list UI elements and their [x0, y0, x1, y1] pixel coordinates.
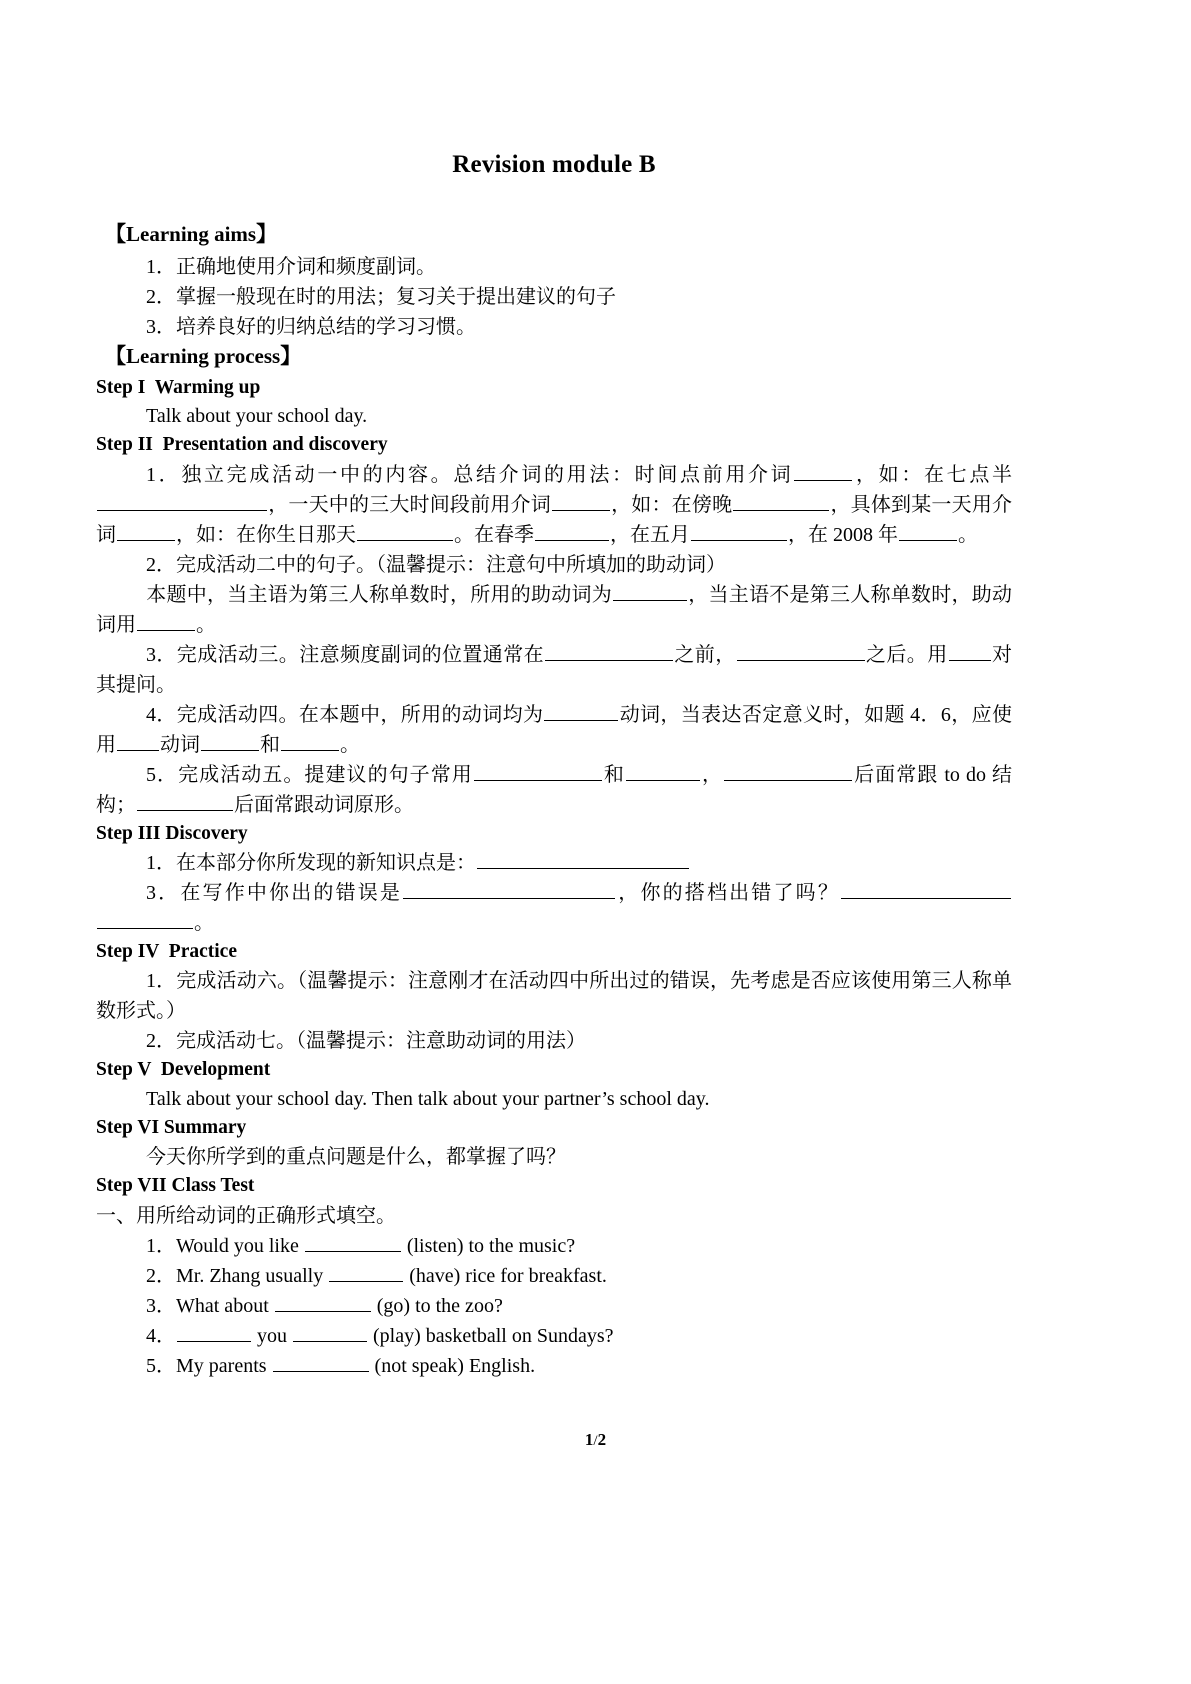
fill-blank[interactable] — [545, 640, 673, 661]
fill-blank[interactable] — [724, 760, 852, 781]
fill-blank[interactable] — [626, 760, 700, 781]
question-text-before: Would you like — [176, 1234, 304, 1257]
question-number: 3． — [146, 1294, 176, 1317]
step-3-item-3 — [96, 878, 1012, 938]
learning-process-heading: 【Learning process】 — [105, 343, 302, 368]
fill-blank[interactable] — [273, 1351, 369, 1372]
step-2-item-3-text-a: 3．完成活动三。注意频度副词的位置通常在 — [146, 643, 544, 666]
step-2-item-5-text-c: ， — [700, 763, 724, 786]
step-2-item-1-text-b: ，如：在七点半 — [853, 463, 1013, 486]
fill-blank[interactable] — [117, 730, 159, 751]
step-2-item-4-text-e: 。 — [340, 733, 360, 756]
step-3-item-3-text-c: 。 — [194, 912, 214, 935]
step-2-item-1-text-d: ，如：在傍晚 — [610, 493, 733, 516]
step-2-item-5-text-d: 后面常跟 to do 结构； — [96, 763, 1013, 816]
fill-blank[interactable] — [357, 520, 453, 541]
step-4-heading: Step IV Practice — [96, 941, 237, 963]
question-text-after: (have) rice for breakfast. — [404, 1264, 607, 1287]
step-2-item-1-text-g: 。在春季 — [454, 523, 534, 546]
step-2-item-3 — [96, 640, 1012, 700]
question-number: 5． — [146, 1354, 176, 1377]
step-2-item-2-text-a: 本题中，当主语为第三人称单数时，所用的助动词为 — [146, 583, 612, 606]
fill-blank[interactable] — [117, 520, 175, 541]
fill-blank[interactable] — [403, 878, 615, 899]
fill-blank[interactable] — [177, 1321, 251, 1342]
fill-blank[interactable] — [841, 878, 1011, 899]
step-5-body: Talk about your school day. Then talk about your partner’s school day. — [146, 1087, 710, 1110]
step-1-heading: Step I Warming up — [96, 376, 261, 398]
fill-blank[interactable] — [733, 490, 829, 511]
page-title: Revision module B — [452, 151, 656, 178]
step-2-item-3-text-c: 之后。用 — [865, 643, 948, 666]
step-2-item-3-text-d: 对其提问。 — [96, 643, 1013, 696]
learning-aims-item-3: 3．培养良好的归纳总结的学习习惯。 — [146, 315, 476, 338]
step-2-item-1 — [96, 460, 1012, 550]
step-3-item-1 — [96, 848, 1012, 878]
question-text-after: (listen) to the music? — [401, 1234, 576, 1257]
step-6-body — [96, 1142, 1012, 1172]
step-3-heading: Step III Discovery — [96, 822, 248, 844]
fill-blank[interactable] — [97, 908, 193, 929]
fill-blank[interactable] — [97, 490, 267, 511]
step-2-item-1-text-j: 。 — [958, 523, 978, 546]
list-item — [96, 1291, 1012, 1321]
step-2-item-4-text-b: 动词，当表达否定意义时，如题 4．6，应使用 — [96, 703, 1013, 756]
fill-blank[interactable] — [691, 520, 787, 541]
fill-blank[interactable] — [899, 520, 957, 541]
step-1-body: Talk about your school day. — [146, 404, 368, 427]
fill-blank[interactable] — [293, 1321, 367, 1342]
fill-blank[interactable] — [613, 580, 687, 601]
step-4-item-1: 1．完成活动六。（温馨提示：注意刚才在活动四中所出过的错误，先考虑是否应该使用第三人称单数形式。） — [96, 970, 1012, 1023]
fill-blank[interactable] — [305, 1231, 401, 1252]
fill-blank[interactable] — [544, 700, 618, 721]
question-text-before: Mr. Zhang usually — [176, 1264, 329, 1287]
step-2-item-4-text-a: 4．完成活动四。在本题中，所用的动词均为 — [146, 703, 544, 726]
step-2-item-1-text-f: ，如：在你生日那天 — [176, 523, 356, 546]
learning-aims-item-2: 2．掌握一般现在时的用法；复习关于提出建议的句子 — [146, 285, 616, 308]
step-2-item-2-detail — [96, 580, 1012, 640]
step-7-subheading: 一、用所给动词的正确形式填空。 — [96, 1204, 396, 1227]
step-3-item-3-text-a: 3．在写作中你出的错误是 — [146, 882, 403, 905]
question-number: 4． — [146, 1324, 176, 1347]
fill-blank[interactable] — [281, 730, 339, 751]
fill-blank[interactable] — [137, 790, 233, 811]
question-text-after: (play) basketball on Sundays? — [368, 1324, 614, 1347]
step-2-item-3-text-b: 之前， — [674, 643, 736, 666]
question-text-mid: you — [252, 1324, 292, 1347]
step-5-heading: Step V Development — [96, 1059, 271, 1081]
step-2-item-5-text-b: 和 — [602, 763, 625, 786]
list-item — [96, 1231, 1012, 1261]
fill-blank[interactable] — [275, 1291, 371, 1312]
page-footer — [0, 1430, 1191, 1450]
step-4-item-2: 2．完成活动七。（温馨提示：注意助动词的用法） — [146, 1030, 586, 1053]
fill-blank[interactable] — [474, 760, 602, 781]
step-2-item-2: 2．完成活动二中的句子。（温馨提示：注意句中所填加的助动词） — [146, 553, 726, 576]
class-test-question-list — [96, 1231, 1012, 1381]
page-number-separator: / — [593, 1433, 598, 1449]
fill-blank[interactable] — [137, 610, 195, 631]
fill-blank[interactable] — [477, 848, 689, 869]
step-2-item-1-text-e: ，具体到某一天用介词 — [96, 493, 1013, 546]
fill-blank[interactable] — [329, 1261, 403, 1282]
question-number: 1． — [146, 1234, 176, 1257]
document-content — [96, 150, 1012, 1381]
step-2-item-5-text-e: 后面常跟动词原形。 — [234, 793, 414, 816]
step-7-heading: Step VII Class Test — [96, 1175, 255, 1197]
step-2-item-5-text-a: 5．完成活动五。提建议的句子常用 — [146, 763, 473, 786]
page-number-current: 1 — [584, 1430, 594, 1449]
page-number-total: 2 — [597, 1430, 607, 1449]
learning-aims-item-1: 1．正确地使用介词和频度副词。 — [146, 255, 436, 278]
fill-blank[interactable] — [552, 490, 610, 511]
question-text-after: (go) to the zoo? — [371, 1294, 503, 1317]
fill-blank[interactable] — [535, 520, 609, 541]
fill-blank[interactable] — [949, 640, 991, 661]
step-6-body-text: 今天你所学到的重点问题是什么，都掌握了吗？ — [146, 1146, 566, 1169]
list-item — [96, 1261, 1012, 1291]
question-text-after: (not speak) English. — [369, 1354, 536, 1377]
list-item — [96, 1351, 1012, 1381]
list-item — [96, 1321, 1012, 1351]
step-2-item-1-text-a: 1．独立完成活动一中的内容。总结介词的用法：时间点前用介词 — [146, 463, 794, 486]
step-2-item-1-text-i: ，在 2008 年 — [788, 523, 898, 546]
learning-aims-heading: 【Learning aims】 — [105, 222, 278, 246]
fill-blank[interactable] — [737, 640, 865, 661]
step-2-item-4-text-c: 动词 — [160, 733, 200, 756]
step-2-item-2-text-c: 。 — [196, 613, 216, 636]
step-2-item-1-text-c: ，一天中的三大时间段前用介词 — [268, 493, 551, 516]
step-3-item-3-text-b: ，你的搭档出错了吗？ — [616, 882, 841, 905]
question-text-before: My parents — [176, 1354, 272, 1377]
step-2-heading: Step II Presentation and discovery — [96, 434, 388, 456]
step-2-item-1-text-h: ，在五月 — [610, 523, 690, 546]
question-number: 2． — [146, 1264, 176, 1287]
fill-blank[interactable] — [201, 730, 259, 751]
step-2-item-5 — [96, 760, 1012, 820]
question-text-before: What about — [176, 1294, 274, 1317]
step-2-item-4-text-d: 和 — [260, 733, 280, 756]
step-2-item-4 — [96, 700, 1012, 760]
step-6-heading: Step VI Summary — [96, 1117, 247, 1139]
step-2-item-2-text-b: ，当主语不是第三人称单数时，助动词用 — [96, 583, 1012, 636]
step-3-item-1-text: 1．在本部分你所发现的新知识点是： — [146, 852, 476, 875]
fill-blank[interactable] — [794, 460, 852, 481]
